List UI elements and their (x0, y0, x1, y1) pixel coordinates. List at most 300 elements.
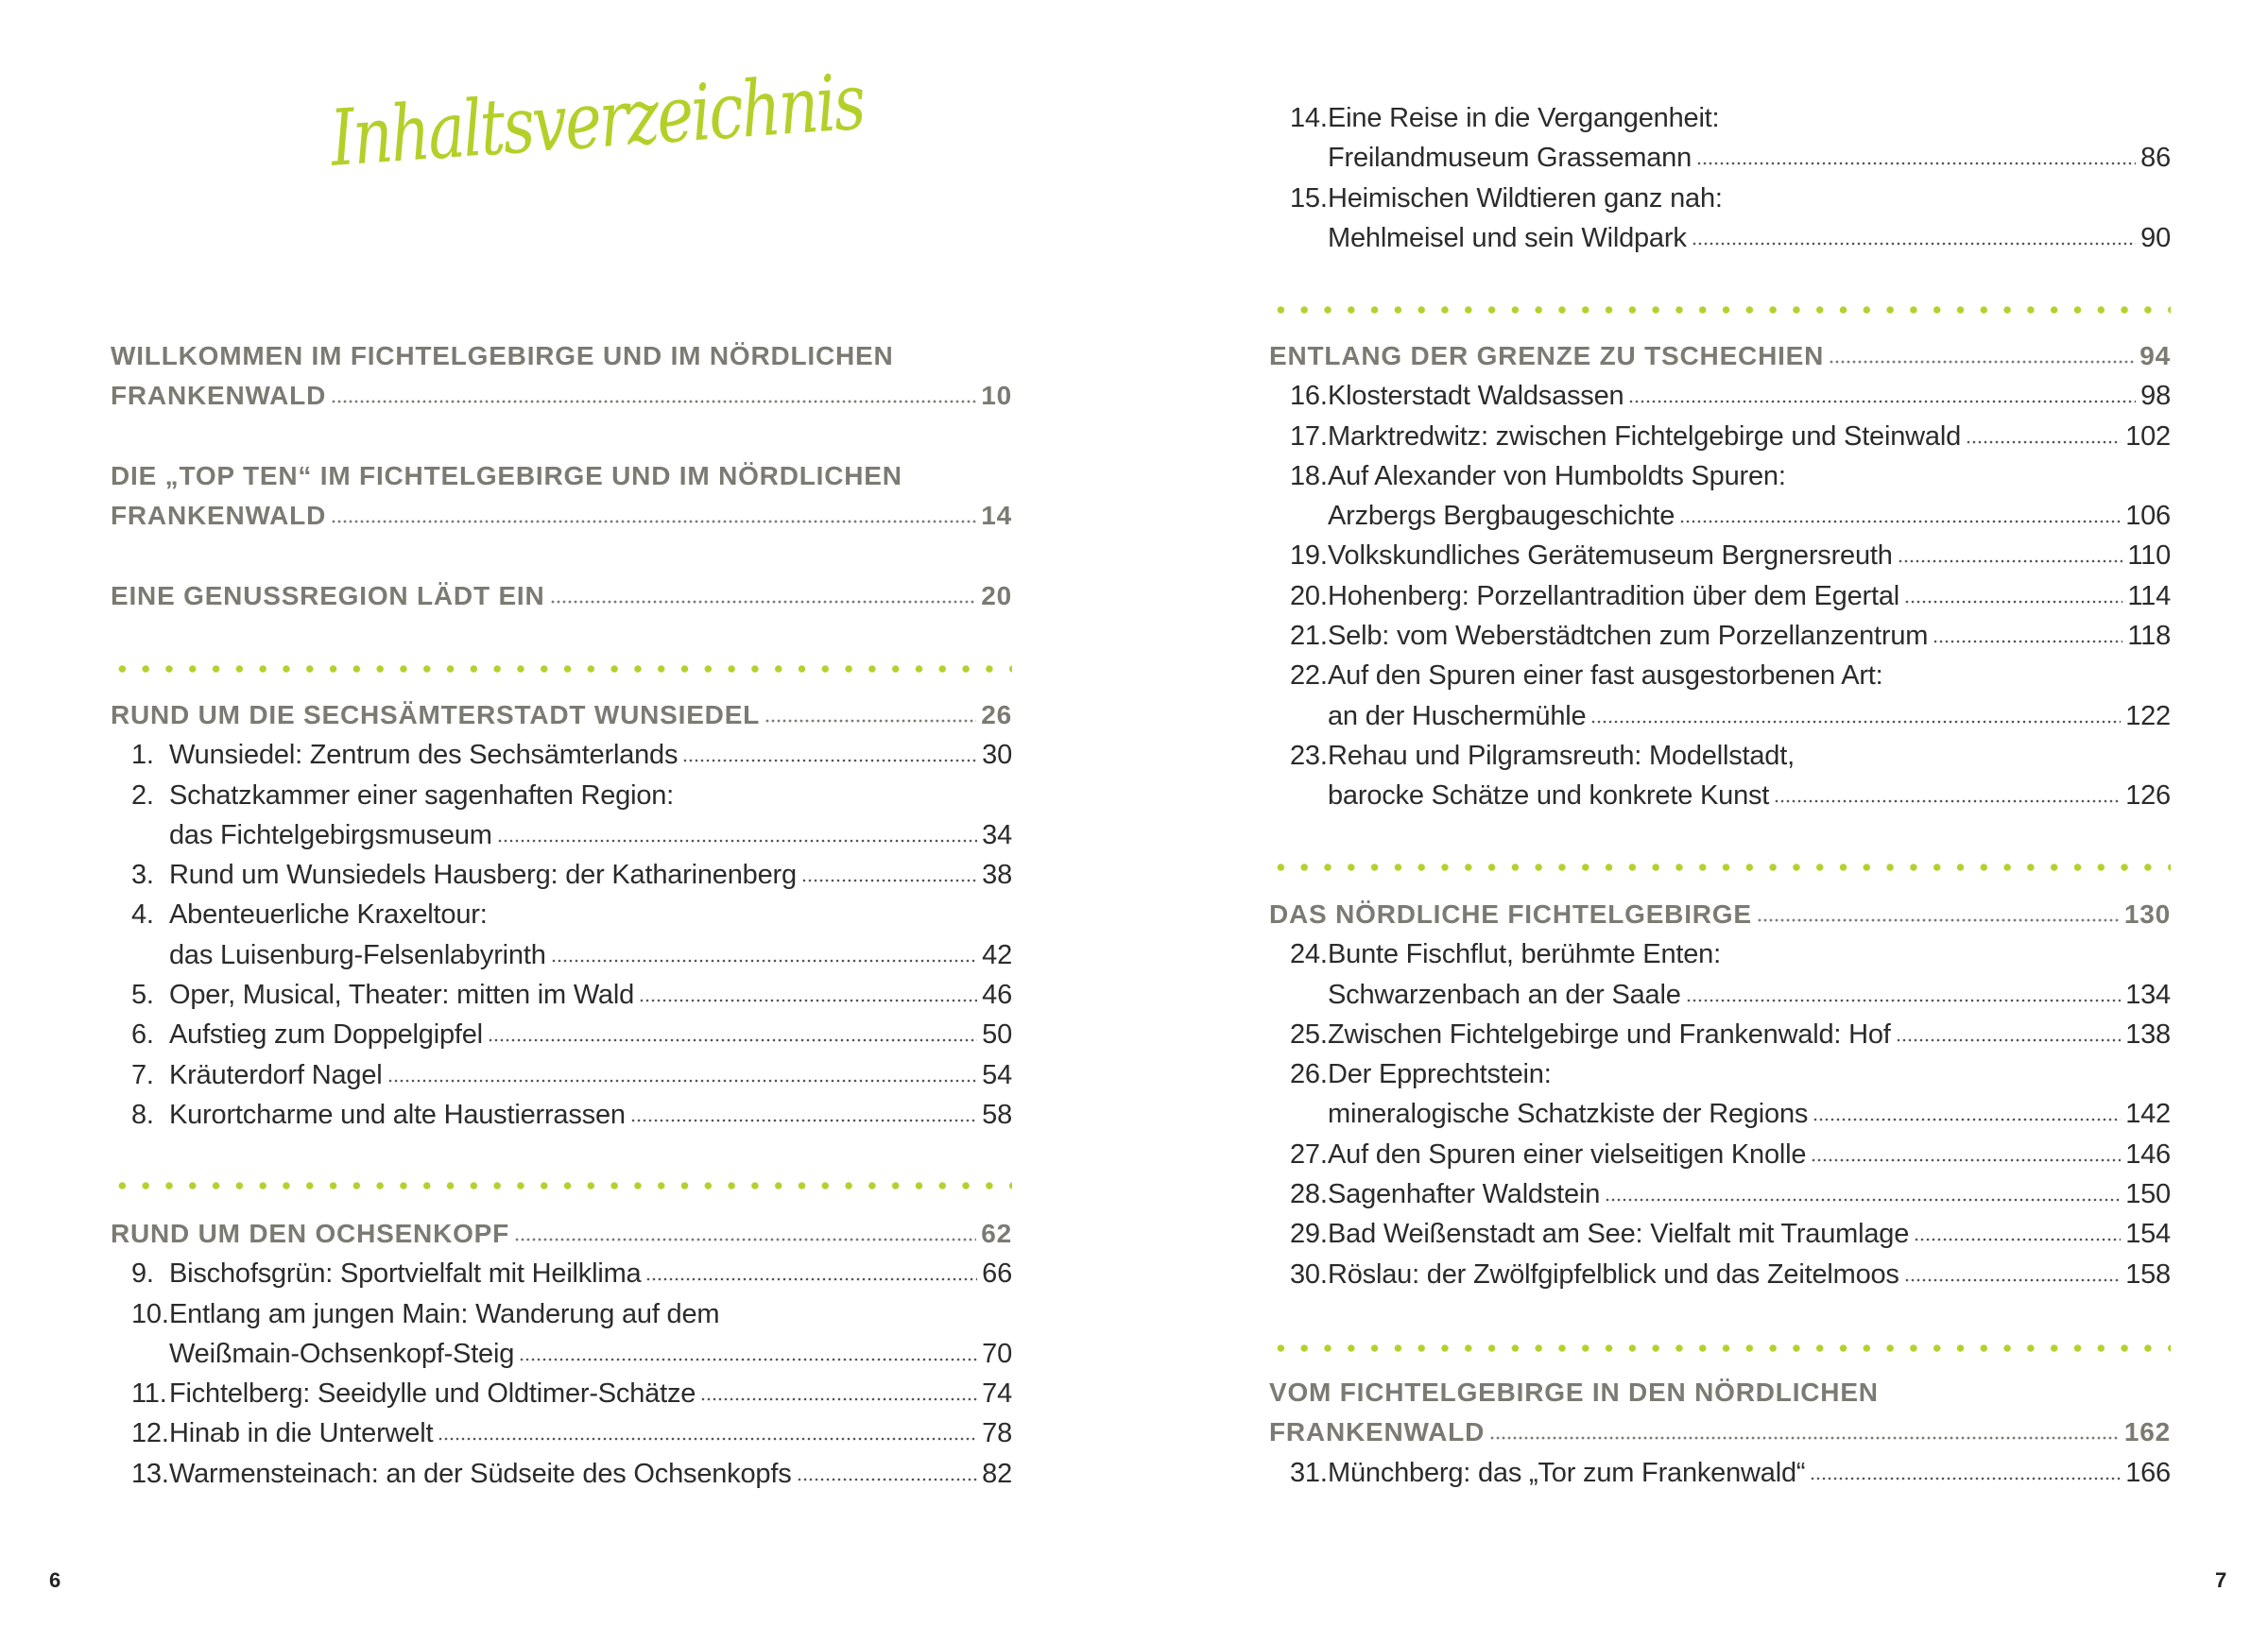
toc-entry-link[interactable] (111, 1294, 1012, 1375)
entry-page-number: 118 (2127, 621, 2171, 652)
entry-title: Schatzkammer einer sagenhaften Region: (169, 779, 675, 811)
dot-leader (645, 1276, 977, 1282)
entry-title: EINE GENUSSREGION LÄDT EIN (111, 581, 545, 610)
entry-page-number: 66 (982, 1258, 1012, 1290)
entry-page-number: 98 (2140, 381, 2171, 412)
toc-entry-link[interactable] (111, 975, 1012, 1015)
dot-leader (550, 599, 977, 605)
entry-number (1269, 1054, 1328, 1094)
entry-line (111, 975, 1012, 1015)
entry-number-text: 21. (1290, 621, 1328, 652)
entry-title: FRANKENWALD (1269, 1417, 1486, 1447)
entry-page-number: 162 (2123, 1417, 2171, 1447)
entry-page-number: 14 (981, 501, 1012, 531)
entry-number (1269, 179, 1328, 218)
entry-line (1269, 98, 2171, 138)
dotted-separator (1269, 1344, 2171, 1353)
entry-line (1269, 536, 2171, 575)
entry-page-number: 102 (2125, 420, 2171, 452)
entry-title: FRANKENWALD (111, 381, 327, 411)
entry-line (1269, 656, 2171, 695)
entry-line (1269, 576, 2171, 616)
entry-title: Klosterstadt Waldsassen (1328, 381, 1624, 412)
entry-number-text: 10. (131, 1298, 169, 1329)
entry-number-text: 2. (131, 779, 154, 811)
toc-entry-link[interactable] (111, 1454, 1012, 1494)
entry-number (1269, 98, 1328, 138)
dot-leader (387, 1078, 978, 1084)
entry-line (111, 1254, 1012, 1293)
heading-line (111, 336, 1012, 376)
entry-title: Der Epprechtstein: (1328, 1059, 1552, 1090)
toc-entry-link[interactable] (1269, 656, 2171, 736)
entry-page-number: 142 (2125, 1099, 2171, 1130)
entry-title: Selb: vom Weberstädtchen zum Porzellanzentrum (1328, 621, 1929, 652)
dot-leader (1757, 917, 2120, 923)
entry-page-number: 38 (982, 860, 1012, 891)
entry-title: DAS NÖRDLICHE FICHTELGEBIRGE (1269, 899, 1752, 929)
entry-number (1269, 536, 1328, 575)
entry-line (111, 815, 1012, 855)
toc-entry-link[interactable] (111, 1055, 1012, 1095)
entry-page-number: 146 (2125, 1138, 2171, 1170)
entry-title: Hohenberg: Porzellantradition über dem Egertal (1328, 580, 1899, 611)
entry-number (111, 855, 169, 895)
page-number-right: 7 (2215, 1568, 2227, 1592)
chapter-heading-link[interactable] (111, 336, 1012, 417)
entry-page-number: 110 (2127, 540, 2171, 572)
entry-line (1269, 934, 2171, 974)
chapter-heading-link[interactable] (111, 576, 1012, 616)
entry-number (1269, 456, 1328, 496)
dot-leader (801, 878, 977, 883)
entry-line (1269, 975, 2171, 1015)
entry-title: Bunte Fischflut, berühmte Enten: (1328, 939, 1721, 970)
entry-number-text: 14. (1290, 103, 1328, 133)
entry-line (1269, 496, 2171, 536)
entry-page-number: 86 (2140, 143, 2171, 174)
entry-number (1269, 656, 1328, 695)
entry-line (1269, 1255, 2171, 1294)
entry-number-text: 25. (1290, 1018, 1328, 1050)
entry-line (111, 1374, 1012, 1413)
entry-page-number: 158 (2125, 1258, 2171, 1290)
dot-leader (1933, 639, 2122, 644)
section-heading-link[interactable] (111, 695, 1012, 735)
entry-line (1269, 376, 2171, 416)
entry-number (111, 1294, 169, 1334)
entry-title: das Fichtelgebirgsmuseum (169, 819, 492, 850)
dot-leader (551, 958, 978, 964)
entry-title: Oper, Musical, Theater: mitten im Wald (169, 980, 635, 1011)
toc-entry-link[interactable] (1269, 616, 2171, 656)
entry-page-number: 166 (2125, 1457, 2171, 1488)
toc-entry-link[interactable] (1269, 576, 2171, 616)
entry-page-number: 74 (982, 1378, 1012, 1410)
entry-page-number: 50 (982, 1019, 1012, 1051)
entry-number-text: 1. (131, 740, 154, 771)
entry-page-number: 90 (2140, 222, 2171, 253)
heading-line (1269, 1412, 2171, 1452)
heading-line (111, 695, 1012, 735)
entry-number-text: 5. (131, 980, 154, 1011)
entry-title: WILLKOMMEN IM FICHTELGEBIRGE UND IM NÖRDLICHEN (111, 341, 894, 370)
toc-title: Inhaltsverzeichnis (327, 57, 867, 184)
dot-leader (488, 1037, 977, 1043)
entry-line (1269, 1453, 2171, 1493)
entry-number-text: 8. (131, 1099, 154, 1130)
dot-leader (682, 758, 977, 763)
entry-title: Röslau: der Zwölfgipfelblick und das Zeitelmoos (1328, 1258, 1899, 1290)
entry-page-number: 134 (2125, 979, 2171, 1010)
entry-number-text: 4. (131, 899, 154, 931)
entry-title: Eine Reise in die Vergangenheit: (1328, 103, 1720, 133)
section-heading-link[interactable] (1269, 895, 2171, 934)
entry-number-text: 23. (1290, 740, 1328, 771)
toc-entry-link[interactable] (1269, 1214, 2171, 1254)
entry-page-number: 150 (2125, 1179, 2171, 1210)
entry-page-number: 30 (982, 740, 1012, 771)
toc-section (1269, 1373, 2171, 1493)
chapter-heading-link[interactable] (111, 456, 1012, 537)
heading-line (111, 376, 1012, 416)
entry-number-text: 13. (131, 1458, 169, 1489)
entry-line (111, 1413, 1012, 1453)
entry-line (111, 1334, 1012, 1374)
toc-section (111, 1214, 1012, 1494)
entry-number (1269, 616, 1328, 656)
heading-line (1269, 895, 2171, 934)
entry-title: Auf den Spuren einer fast ausgestorbenen Art: (1328, 660, 1883, 692)
entry-page-number: 154 (2125, 1219, 2171, 1250)
entry-title: Marktredwitz: zwischen Fichtelgebirge und Steinwald (1328, 420, 1961, 452)
toc-entry-link[interactable] (1269, 934, 2171, 1015)
entry-line (1269, 179, 2171, 218)
entry-number (111, 1095, 169, 1135)
dot-leader (1904, 1277, 2121, 1283)
dot-leader (1679, 519, 2121, 524)
entry-title: Auf den Spuren einer vielseitigen Knolle (1328, 1138, 1807, 1170)
entry-number (111, 776, 169, 815)
entry-title: Münchberg: das „Tor zum Frankenwald“ (1328, 1457, 1806, 1488)
entry-title: VOM FICHTELGEBIRGE IN DEN NÖRDLICHEN (1269, 1378, 1879, 1407)
entry-line (111, 895, 1012, 934)
entry-page-number: 130 (2123, 899, 2171, 929)
heading-line (1269, 1373, 2171, 1412)
page-number-left: 6 (49, 1568, 61, 1592)
entry-title: Arzbergs Bergbaugeschichte (1328, 501, 1675, 532)
dotted-separator (1269, 305, 2171, 315)
entry-number (111, 895, 169, 934)
section-heading-link[interactable] (1269, 1373, 2171, 1453)
entry-number-text: 17. (1290, 420, 1328, 452)
entry-title: Freilandmuseum Grassemann (1328, 143, 1692, 174)
entry-number (1269, 1135, 1328, 1174)
entry-title: Heimischen Wildtieren ganz nah: (1328, 182, 1723, 214)
entry-page-number: 54 (982, 1059, 1012, 1090)
toc-entry-link[interactable] (111, 1374, 1012, 1413)
entry-line (1269, 736, 2171, 776)
entry-line (111, 1294, 1012, 1334)
heading-line (111, 576, 1012, 616)
dot-leader (514, 1237, 976, 1242)
entry-title: Zwischen Fichtelgebirge und Frankenwald: Hof (1328, 1018, 1891, 1050)
entry-number (111, 1374, 169, 1413)
entry-line (1269, 1174, 2171, 1214)
entry-title: Kurortcharme und alte Haustierrassen (169, 1099, 626, 1130)
entry-number (1269, 1015, 1328, 1054)
entry-line (1269, 696, 2171, 736)
entry-number-text: 28. (1290, 1179, 1328, 1210)
entry-number-text: 20. (1290, 580, 1328, 611)
dot-leader (438, 1436, 977, 1442)
entry-page-number: 58 (982, 1099, 1012, 1130)
toc-entry-link[interactable] (111, 1095, 1012, 1135)
toc-entry-link[interactable] (1269, 1174, 2171, 1214)
entry-title: mineralogische Schatzkiste der Regions (1328, 1099, 1809, 1130)
toc-chapter-heading (111, 576, 1012, 616)
toc-entry-link[interactable] (111, 895, 1012, 975)
entry-page-number: 70 (982, 1338, 1012, 1369)
dot-leader (1590, 719, 2121, 725)
entry-number-text: 11. (131, 1378, 167, 1410)
entry-number (1269, 1453, 1328, 1493)
toc-entry-link[interactable] (1269, 376, 2171, 416)
entry-page-number: 78 (982, 1418, 1012, 1449)
toc-entry-link[interactable] (1269, 1015, 2171, 1054)
toc-section (111, 695, 1012, 1135)
entry-page-number: 114 (2127, 580, 2171, 611)
entry-page-number: 126 (2125, 780, 2171, 812)
toc-entry-link[interactable] (111, 855, 1012, 895)
entry-line (111, 1015, 1012, 1054)
toc-entry-link[interactable] (1269, 1135, 2171, 1174)
entry-number-text: 30. (1290, 1258, 1328, 1290)
entry-number (1269, 1174, 1328, 1214)
entry-line (1269, 1135, 2171, 1174)
entry-number (111, 975, 169, 1015)
entry-number-text: 9. (131, 1258, 154, 1290)
entry-number-text: 31. (1290, 1457, 1328, 1488)
heading-line (1269, 336, 2171, 376)
dot-leader (639, 998, 977, 1003)
entry-title: Bad Weißenstadt am See: Vielfalt mit Traumlage (1328, 1219, 1910, 1250)
entry-page-number: 106 (2125, 501, 2171, 532)
dot-leader (1696, 161, 2136, 166)
dot-leader (1829, 359, 2135, 365)
toc-entry-link[interactable] (111, 1254, 1012, 1293)
dot-leader (1896, 1037, 2122, 1043)
entry-title: Wunsiedel: Zentrum des Sechsämterlands (169, 740, 679, 771)
entry-number (1269, 576, 1328, 616)
entry-title: Volkskundliches Gerätemuseum Bergnersreuth (1328, 540, 1893, 572)
entry-title: Abenteuerliche Kraxeltour: (169, 899, 488, 931)
toc-entry-link[interactable] (1269, 98, 2171, 179)
entry-number (111, 1413, 169, 1453)
entry-line (1269, 1214, 2171, 1254)
entry-line (1269, 616, 2171, 656)
entry-line (1269, 1015, 2171, 1054)
entry-line (1269, 417, 2171, 456)
dot-leader (1914, 1237, 2121, 1242)
toc-entry-link[interactable] (1269, 417, 2171, 456)
toc-entry-link[interactable] (1269, 1453, 2171, 1493)
toc-entry-link[interactable] (111, 735, 1012, 775)
entry-page-number: 46 (982, 980, 1012, 1011)
entry-title: Schwarzenbach an der Saale (1328, 979, 1681, 1010)
entry-page-number: 26 (981, 700, 1012, 729)
toc-entry-link[interactable] (1269, 456, 2171, 537)
dot-leader (497, 838, 977, 844)
entry-number (1269, 1214, 1328, 1254)
dotted-separator (111, 1181, 1012, 1190)
entry-page-number: 138 (2125, 1018, 2171, 1050)
entry-title: Rund um Wunsiedels Hausberg: der Katharinenberg (169, 860, 797, 891)
entry-page-number: 122 (2125, 700, 2171, 731)
entry-number-text: 12. (131, 1418, 169, 1449)
section-heading-link[interactable] (1269, 336, 2171, 376)
toc-entry-link[interactable] (1269, 179, 2171, 259)
entry-title: Hinab in die Unterwelt (169, 1418, 434, 1449)
entry-number-text: 27. (1290, 1138, 1328, 1170)
toc-entry-link[interactable] (111, 1413, 1012, 1453)
toc-section (1269, 895, 2171, 1294)
entry-number-text: 7. (131, 1059, 154, 1090)
entry-line (1269, 1054, 2171, 1094)
entry-number (111, 1015, 169, 1054)
toc-entry-link[interactable] (1269, 1054, 2171, 1135)
entry-number-text: 6. (131, 1019, 154, 1051)
heading-line (111, 1214, 1012, 1254)
dot-leader (1774, 798, 2121, 804)
dot-leader (1686, 998, 2122, 1003)
heading-line (111, 456, 1012, 496)
entry-title: Auf Alexander von Humboldts Spuren: (1328, 460, 1786, 491)
dot-leader (1810, 1476, 2121, 1481)
entry-number (111, 1454, 169, 1494)
entry-number-text: 16. (1290, 381, 1328, 412)
dot-leader (797, 1477, 978, 1482)
entry-number (1269, 417, 1328, 456)
dot-leader (1904, 599, 2122, 605)
entry-title: ENTLANG DER GRENZE ZU TSCHECHIEN (1269, 341, 1825, 370)
entry-title: Entlang am jungen Main: Wanderung auf dem (169, 1298, 720, 1329)
dot-leader (1811, 1157, 2121, 1163)
dot-leader (1966, 439, 2121, 445)
entry-title: Bischofsgrün: Sportvielfalt mit Heilklima (169, 1258, 642, 1290)
dot-leader (331, 399, 976, 404)
entry-number-text: 19. (1290, 540, 1328, 572)
entry-title: RUND UM DEN OCHSENKOPF (111, 1219, 510, 1248)
entry-title: Fichtelberg: Seeidylle und Oldtimer-Schätze (169, 1378, 696, 1410)
entry-number-text: 24. (1290, 939, 1328, 970)
entry-page-number: 82 (982, 1458, 1012, 1489)
entry-title: Kräuterdorf Nagel (169, 1059, 383, 1090)
entry-title: an der Huschermühle (1328, 700, 1587, 731)
entry-line (1269, 218, 2171, 258)
dot-leader (1898, 558, 2123, 564)
entry-title: RUND UM DIE SECHSÄMTERSTADT WUNSIEDEL (111, 700, 761, 729)
dot-leader (765, 718, 976, 724)
toc-entry-link[interactable] (1269, 536, 2171, 575)
toc-section (1269, 336, 2171, 816)
entry-number (1269, 1255, 1328, 1294)
entry-title: Aufstieg zum Doppelgipfel (169, 1019, 483, 1051)
entry-title: Rehau und Pilgramsreuth: Modellstadt, (1328, 740, 1795, 771)
entry-title: Weißmain-Ochsenkopf-Steig (169, 1338, 515, 1369)
entry-page-number: 62 (981, 1219, 1012, 1248)
entry-number (111, 1055, 169, 1095)
toc-entry-link[interactable] (111, 776, 1012, 856)
entry-page-number: 20 (981, 581, 1012, 610)
dot-leader (1813, 1117, 2121, 1122)
entry-line (1269, 1094, 2171, 1134)
dot-leader (1628, 399, 2136, 404)
entry-line (111, 855, 1012, 895)
entry-title: FRANKENWALD (111, 501, 327, 531)
entry-line (1269, 456, 2171, 496)
toc-section (1269, 98, 2171, 258)
entry-line (1269, 138, 2171, 178)
entry-number-text: 18. (1290, 460, 1328, 491)
entry-page-number: 10 (981, 381, 1012, 411)
dotted-separator (111, 664, 1012, 674)
toc-entry-link[interactable] (1269, 1255, 2171, 1294)
entry-page-number: 94 (2139, 341, 2171, 370)
dot-leader (1692, 241, 2137, 247)
toc-chapter-heading (111, 336, 1012, 417)
entry-title: barocke Schätze und konkrete Kunst (1328, 780, 1770, 812)
toc-entry-link[interactable] (111, 1015, 1012, 1054)
dot-leader (331, 519, 976, 524)
entry-line (111, 1055, 1012, 1095)
dot-leader (630, 1118, 977, 1123)
entry-line (111, 776, 1012, 815)
entry-number (111, 1254, 169, 1293)
entry-line (111, 1454, 1012, 1494)
toc-chapter-heading (111, 456, 1012, 537)
entry-number (111, 735, 169, 775)
entry-line (111, 1095, 1012, 1135)
entry-number (1269, 736, 1328, 776)
entry-number-text: 29. (1290, 1219, 1328, 1250)
entry-title: DIE „TOP TEN“ IM FICHTELGEBIRGE UND IM NÖRDLICHEN (111, 461, 902, 490)
entry-number-text: 26. (1290, 1059, 1328, 1090)
entry-title: Warmensteinach: an der Südseite des Ochsenkopfs (169, 1458, 792, 1489)
entry-line (111, 735, 1012, 775)
dot-leader (1605, 1197, 2121, 1203)
section-heading-link[interactable] (111, 1214, 1012, 1254)
entry-page-number: 34 (982, 819, 1012, 850)
entry-line (1269, 776, 2171, 815)
entry-number (1269, 934, 1328, 974)
entry-number-text: 22. (1290, 660, 1328, 692)
entry-number-text: 3. (131, 860, 154, 891)
heading-line (111, 496, 1012, 536)
entry-number (1269, 376, 1328, 416)
dot-leader (519, 1357, 977, 1362)
entry-title: Sagenhafter Waldstein (1328, 1179, 1601, 1210)
entry-title: das Luisenburg-Felsenlabyrinth (169, 939, 546, 970)
entry-number-text: 15. (1290, 182, 1328, 214)
dotted-separator (1269, 863, 2171, 872)
entry-page-number: 42 (982, 939, 1012, 970)
toc-entry-link[interactable] (1269, 736, 2171, 816)
entry-title: Mehlmeisel und sein Wildpark (1328, 222, 1687, 253)
entry-line (111, 935, 1012, 975)
dot-leader (1489, 1435, 2120, 1441)
dot-leader (700, 1396, 977, 1402)
